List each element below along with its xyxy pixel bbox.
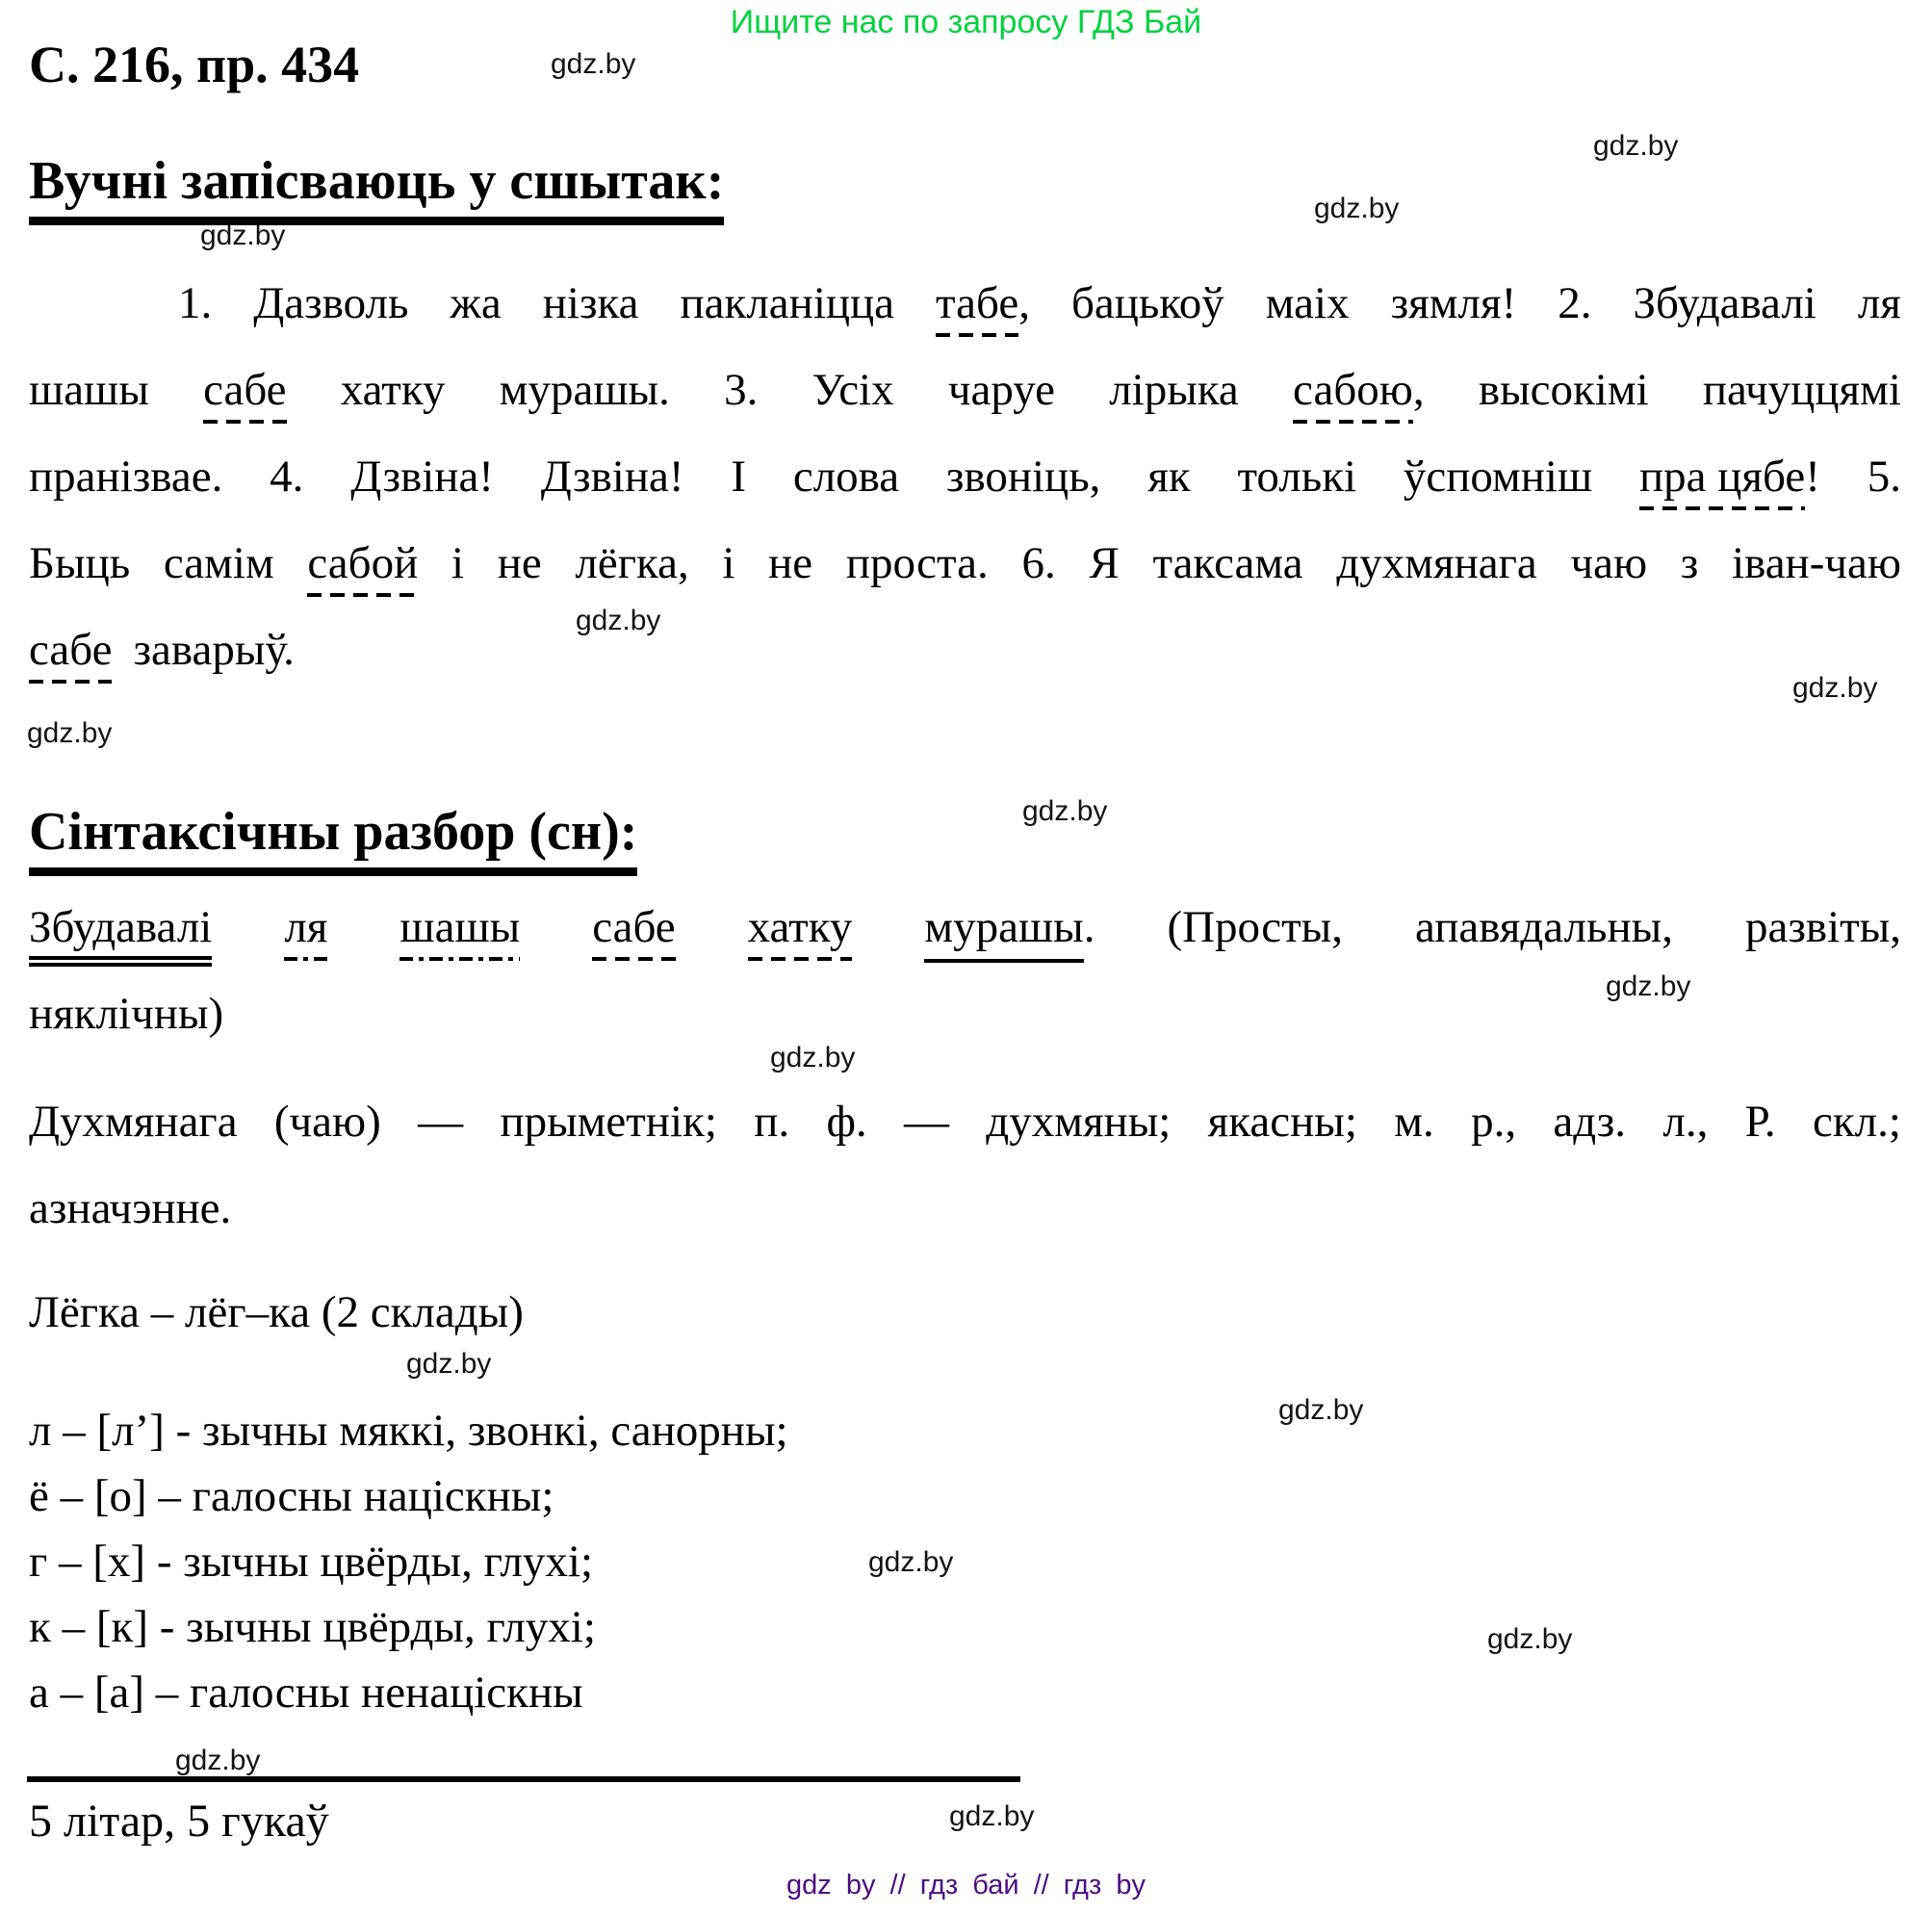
word: ля [1857,278,1901,328]
word: Дзвіна! [540,452,684,503]
gdz-watermark: gdz.by [949,1800,1035,1832]
word: і [451,538,464,589]
word: І [731,452,746,503]
word: Я [1089,538,1120,589]
word: толькі [1237,452,1357,503]
underlined-word-dashed: сабе [29,624,112,684]
word: развіты, [1744,902,1901,952]
word [592,901,675,961]
word: мурашы. [924,901,1095,963]
word: 6. [1021,538,1056,589]
morphology-tail: азначэнне. [29,1183,232,1233]
word: 4. [270,452,304,503]
word: Дзвіна! [350,452,494,503]
word: ф. [826,1097,867,1147]
phonetic-line: г – [х] - зычны цвёрды, глухі; [29,1537,594,1587]
underlined-word-double: Збудавалі [29,901,212,967]
underlined-word-dashed: сабе [592,901,675,961]
promo-banner: Ищите нас по запросу ГДЗ Бай [730,4,1202,40]
dictation-line [29,537,1901,597]
gdz-watermark: gdz.by [200,220,286,251]
word: прыметнік; [500,1097,717,1147]
word: (Просты, [1167,902,1343,952]
word: якасны; [1207,1097,1357,1147]
word: высокімі [1478,365,1649,416]
word: не [768,538,813,589]
word: ўспомніш [1403,452,1593,503]
word: нізка [542,278,639,328]
word: — [903,1097,949,1147]
phonetic-line: к – [к] - зычны цвёрды, глухі; [29,1602,596,1652]
word [29,624,112,684]
word: лірыка [1109,365,1239,416]
gdz-watermark: gdz.by [1606,970,1691,1002]
section2-heading: Сінтаксічны разбор (сн): [29,801,637,876]
word: самім [163,538,274,589]
gdz-watermark: gdz.by [1314,193,1400,224]
divider-line [27,1776,1020,1782]
word [203,364,286,424]
word: з [1680,538,1699,589]
gdz-watermark: gdz.by [1792,672,1878,704]
word: Дазволь [253,278,409,328]
word: 1. [178,278,213,328]
word: пра цябе! [1639,451,1820,510]
word: іван-чаю [1732,538,1901,589]
dictation-line [29,364,1901,424]
phonetic-line: л – [л’] - зычны мяккі, звонкі, санорны; [29,1406,788,1456]
gdz-watermark: gdz.by [27,717,113,749]
dictation-line [29,451,1901,510]
word: таксама [1152,538,1303,589]
word: 5. [1867,452,1901,503]
dictation-line [29,277,1901,337]
underlined-word-dashed: сабе [203,364,286,424]
word: (чаю) [273,1097,381,1147]
gdz-watermark: gdz.by [406,1348,492,1380]
word [748,901,853,961]
word: сабою, [1293,364,1425,424]
syntax-sentence [29,901,1901,967]
word: адз. [1553,1097,1627,1147]
word: Быць [29,538,131,589]
word: л., [1662,1097,1709,1147]
word: хатку [340,365,446,416]
word: проста. [845,538,989,589]
word: пачуццямі [1702,365,1901,416]
gdz-watermark: gdz.by [1593,130,1679,162]
word: заварыў. [133,625,295,676]
word: Духмянага [29,1097,238,1147]
word: р., [1471,1097,1517,1147]
word: чаю [1570,538,1648,589]
gdz-watermark: gdz.by [1278,1394,1364,1426]
word: мурашы. [499,365,670,416]
syntax-sentence-tail: няклічны) [29,989,224,1039]
gdz-watermark: gdz.by [868,1546,954,1578]
word: 2. [1558,278,1592,328]
word: слова [792,452,900,503]
word: зямля! [1390,278,1517,328]
word: і [722,538,735,589]
word: п. [754,1097,790,1147]
syllable-division-line: Лёгка – лёг–ка (2 склады) [29,1287,524,1337]
word: апавядальны, [1414,902,1673,952]
section1-heading: Вучні запісваюць у сшытак: [29,150,724,225]
underlined-word-dashdot: шашы [399,901,520,961]
gdz-watermark: gdz.by [1022,795,1108,827]
word: як [1147,452,1191,503]
underlined-word-dashed: сабою [1293,364,1413,424]
word: духмяны; [986,1097,1172,1147]
morphology-line [29,1096,1901,1148]
word: лёгка, [575,538,689,589]
word: звоніць, [945,452,1101,503]
word [29,901,212,967]
underlined-word-dashed: пра цябе [1639,451,1805,510]
underlined-word-dashdot: ля [284,901,327,961]
word: духмянага [1336,538,1537,589]
footer-site-links: gdz by // гдз бай // гдз by [786,1870,1146,1901]
word: маіх [1265,278,1350,328]
word: табе, [936,277,1030,337]
gdz-watermark: gdz.by [551,48,636,80]
gdz-watermark: gdz.by [1487,1623,1573,1655]
underlined-word-dashed: табе [936,277,1018,337]
word: пакланіцца [680,278,895,328]
gdz-watermark: gdz.by [576,605,661,636]
underlined-word-solid: мурашы [924,901,1083,963]
word [399,901,520,961]
phonetic-line: ё – [о] – галосны націскны; [29,1471,554,1521]
word [284,901,327,961]
word [307,537,418,597]
underlined-word-dashed: сабой [307,537,418,597]
underlined-word-dashed: хатку [748,901,853,961]
word: Збудавалі [1633,278,1816,328]
word: скл.; [1812,1097,1901,1147]
word: не [497,538,542,589]
word: жа [450,278,502,328]
word: Р. [1744,1097,1776,1147]
word: шашы [29,365,149,416]
word: 3. [724,365,759,416]
word: м. [1394,1097,1434,1147]
gdz-watermark: gdz.by [175,1745,261,1776]
phonetic-line: а – [а] – галосны ненаціскны [29,1668,583,1718]
page-ref-title: С. 216, пр. 434 [29,36,360,93]
word: — [418,1097,464,1147]
dictation-paragraph [29,277,1901,711]
word: бацькоў [1070,278,1224,328]
letters-sounds-count: 5 літар, 5 гукаў [29,1796,329,1847]
word: пранізвае. [29,452,223,503]
gdz-watermark: gdz.by [770,1042,856,1073]
word: чаруе [947,365,1055,416]
phonetic-analysis [29,1398,788,1725]
word: Усіх [811,365,894,416]
dictation-line [29,624,1901,684]
